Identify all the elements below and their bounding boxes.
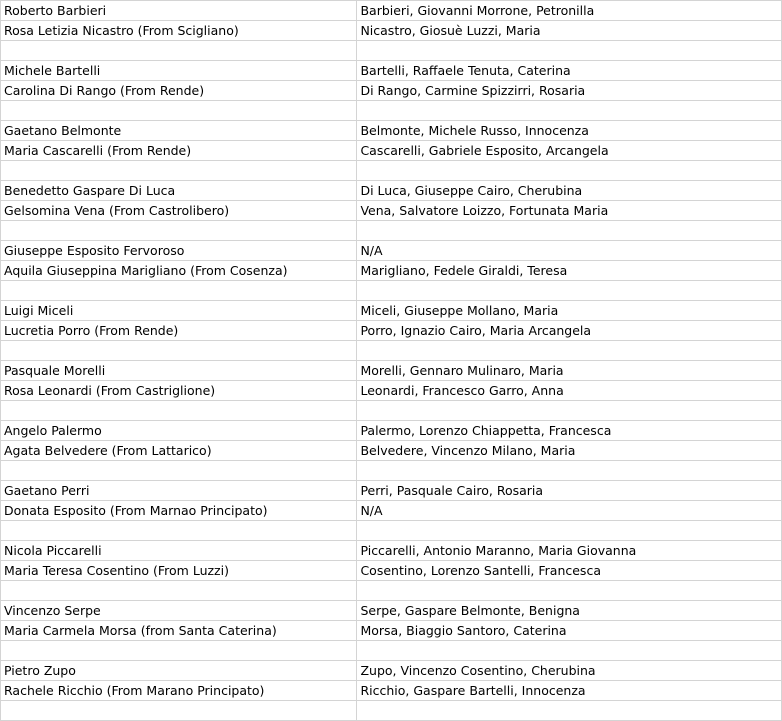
cell-parents[interactable]: Piccarelli, Antonio Maranno, Maria Giovanna [357,541,782,561]
cell-parents[interactable]: Leonardi, Francesco Garro, Anna [357,381,782,401]
table-row [1,361,782,381]
cell-parents[interactable] [357,221,782,241]
cell-parents[interactable]: Belmonte, Michele Russo, Innocenza [357,121,782,141]
cell-parents[interactable]: Belvedere, Vincenzo Milano, Maria [357,441,782,461]
cell-parents[interactable]: Porro, Ignazio Cairo, Maria Arcangela [357,321,782,341]
table-row [1,281,782,301]
table-row [1,581,782,601]
cell-parents[interactable]: Perri, Pasquale Cairo, Rosaria [357,481,782,501]
cell-parents[interactable] [357,101,782,121]
cell-name[interactable]: Benedetto Gaspare Di Luca [1,181,357,201]
cell-parents[interactable]: Cosentino, Lorenzo Santelli, Francesca [357,561,782,581]
table-row [1,321,782,341]
cell-parents[interactable]: N/A [357,501,782,521]
cell-name[interactable]: Agata Belvedere (From Lattarico) [1,441,357,461]
table-row [1,81,782,101]
cell-parents[interactable]: Palermo, Lorenzo Chiappetta, Francesca [357,421,782,441]
cell-name[interactable]: Vincenzo Serpe [1,601,357,621]
table-row [1,1,782,21]
table-row [1,701,782,721]
table-row [1,601,782,621]
table-row [1,161,782,181]
cell-parents[interactable] [357,581,782,601]
cell-parents[interactable]: N/A [357,241,782,261]
cell-parents[interactable]: Morsa, Biaggio Santoro, Caterina [357,621,782,641]
cell-name[interactable] [1,101,357,121]
table-row [1,181,782,201]
cell-name[interactable]: Maria Teresa Cosentino (From Luzzi) [1,561,357,581]
table-row [1,561,782,581]
cell-parents[interactable] [357,701,782,721]
cell-name[interactable]: Nicola Piccarelli [1,541,357,561]
table-row [1,541,782,561]
table-row [1,341,782,361]
cell-name[interactable]: Rosa Letizia Nicastro (From Scigliano) [1,21,357,41]
cell-name[interactable]: Carolina Di Rango (From Rende) [1,81,357,101]
cell-name[interactable] [1,521,357,541]
cell-parents[interactable] [357,461,782,481]
cell-parents[interactable]: Morelli, Gennaro Mulinaro, Maria [357,361,782,381]
cell-parents[interactable]: Zupo, Vincenzo Cosentino, Cherubina [357,661,782,681]
table-row [1,501,782,521]
table-row [1,481,782,501]
cell-name[interactable] [1,461,357,481]
cell-parents[interactable] [357,281,782,301]
cell-name[interactable] [1,41,357,61]
table-row [1,41,782,61]
cell-parents[interactable]: Barbieri, Giovanni Morrone, Petronilla [357,1,782,21]
table-row [1,401,782,421]
cell-parents[interactable]: Cascarelli, Gabriele Esposito, Arcangela [357,141,782,161]
cell-name[interactable]: Roberto Barbieri [1,1,357,21]
table-row [1,441,782,461]
table-row [1,381,782,401]
table-row [1,421,782,441]
cell-name[interactable]: Rosa Leonardi (From Castriglione) [1,381,357,401]
cell-name[interactable]: Gaetano Belmonte [1,121,357,141]
cell-parents[interactable] [357,641,782,661]
table-row [1,621,782,641]
cell-parents[interactable] [357,521,782,541]
cell-parents[interactable]: Nicastro, Giosuè Luzzi, Maria [357,21,782,41]
cell-name[interactable]: Maria Cascarelli (From Rende) [1,141,357,161]
table-row [1,21,782,41]
cell-parents[interactable]: Marigliano, Fedele Giraldi, Teresa [357,261,782,281]
spreadsheet-body [1,1,782,721]
cell-name[interactable] [1,341,357,361]
table-row [1,641,782,661]
cell-name[interactable] [1,161,357,181]
cell-parents[interactable]: Vena, Salvatore Loizzo, Fortunata Maria [357,201,782,221]
table-row [1,141,782,161]
cell-name[interactable] [1,641,357,661]
cell-name[interactable]: Gelsomina Vena (From Castrolibero) [1,201,357,221]
cell-parents[interactable]: Miceli, Giuseppe Mollano, Maria [357,301,782,321]
cell-name[interactable]: Giuseppe Esposito Fervoroso [1,241,357,261]
cell-name[interactable] [1,281,357,301]
table-row [1,61,782,81]
table-row [1,101,782,121]
cell-parents[interactable] [357,341,782,361]
cell-name[interactable] [1,581,357,601]
cell-name[interactable]: Luigi Miceli [1,301,357,321]
cell-name[interactable]: Rachele Ricchio (From Marano Principato) [1,681,357,701]
table-row [1,201,782,221]
cell-name[interactable]: Maria Carmela Morsa (from Santa Caterina) [1,621,357,641]
table-row [1,221,782,241]
cell-name[interactable] [1,221,357,241]
table-row [1,241,782,261]
cell-name[interactable]: Lucretia Porro (From Rende) [1,321,357,341]
cell-name[interactable] [1,701,357,721]
cell-name[interactable]: Gaetano Perri [1,481,357,501]
cell-parents[interactable] [357,41,782,61]
cell-parents[interactable]: Di Rango, Carmine Spizzirri, Rosaria [357,81,782,101]
cell-name[interactable]: Michele Bartelli [1,61,357,81]
cell-name[interactable]: Pasquale Morelli [1,361,357,381]
table-row [1,121,782,141]
cell-name[interactable]: Donata Esposito (From Marnao Principato) [1,501,357,521]
table-row [1,661,782,681]
cell-parents[interactable] [357,161,782,181]
cell-name[interactable]: Angelo Palermo [1,421,357,441]
table-row [1,681,782,701]
table-row [1,521,782,541]
table-row [1,461,782,481]
table-row [1,301,782,321]
cell-parents[interactable] [357,401,782,421]
cell-parents[interactable]: Serpe, Gaspare Belmonte, Benigna [357,601,782,621]
table-row [1,261,782,281]
cell-parents[interactable]: Di Luca, Giuseppe Cairo, Cherubina [357,181,782,201]
cell-name[interactable]: Pietro Zupo [1,661,357,681]
cell-name[interactable]: Aquila Giuseppina Marigliano (From Cosenza) [1,261,357,281]
cell-parents[interactable]: Bartelli, Raffaele Tenuta, Caterina [357,61,782,81]
cell-name[interactable] [1,401,357,421]
cell-parents[interactable]: Ricchio, Gaspare Bartelli, Innocenza [357,681,782,701]
